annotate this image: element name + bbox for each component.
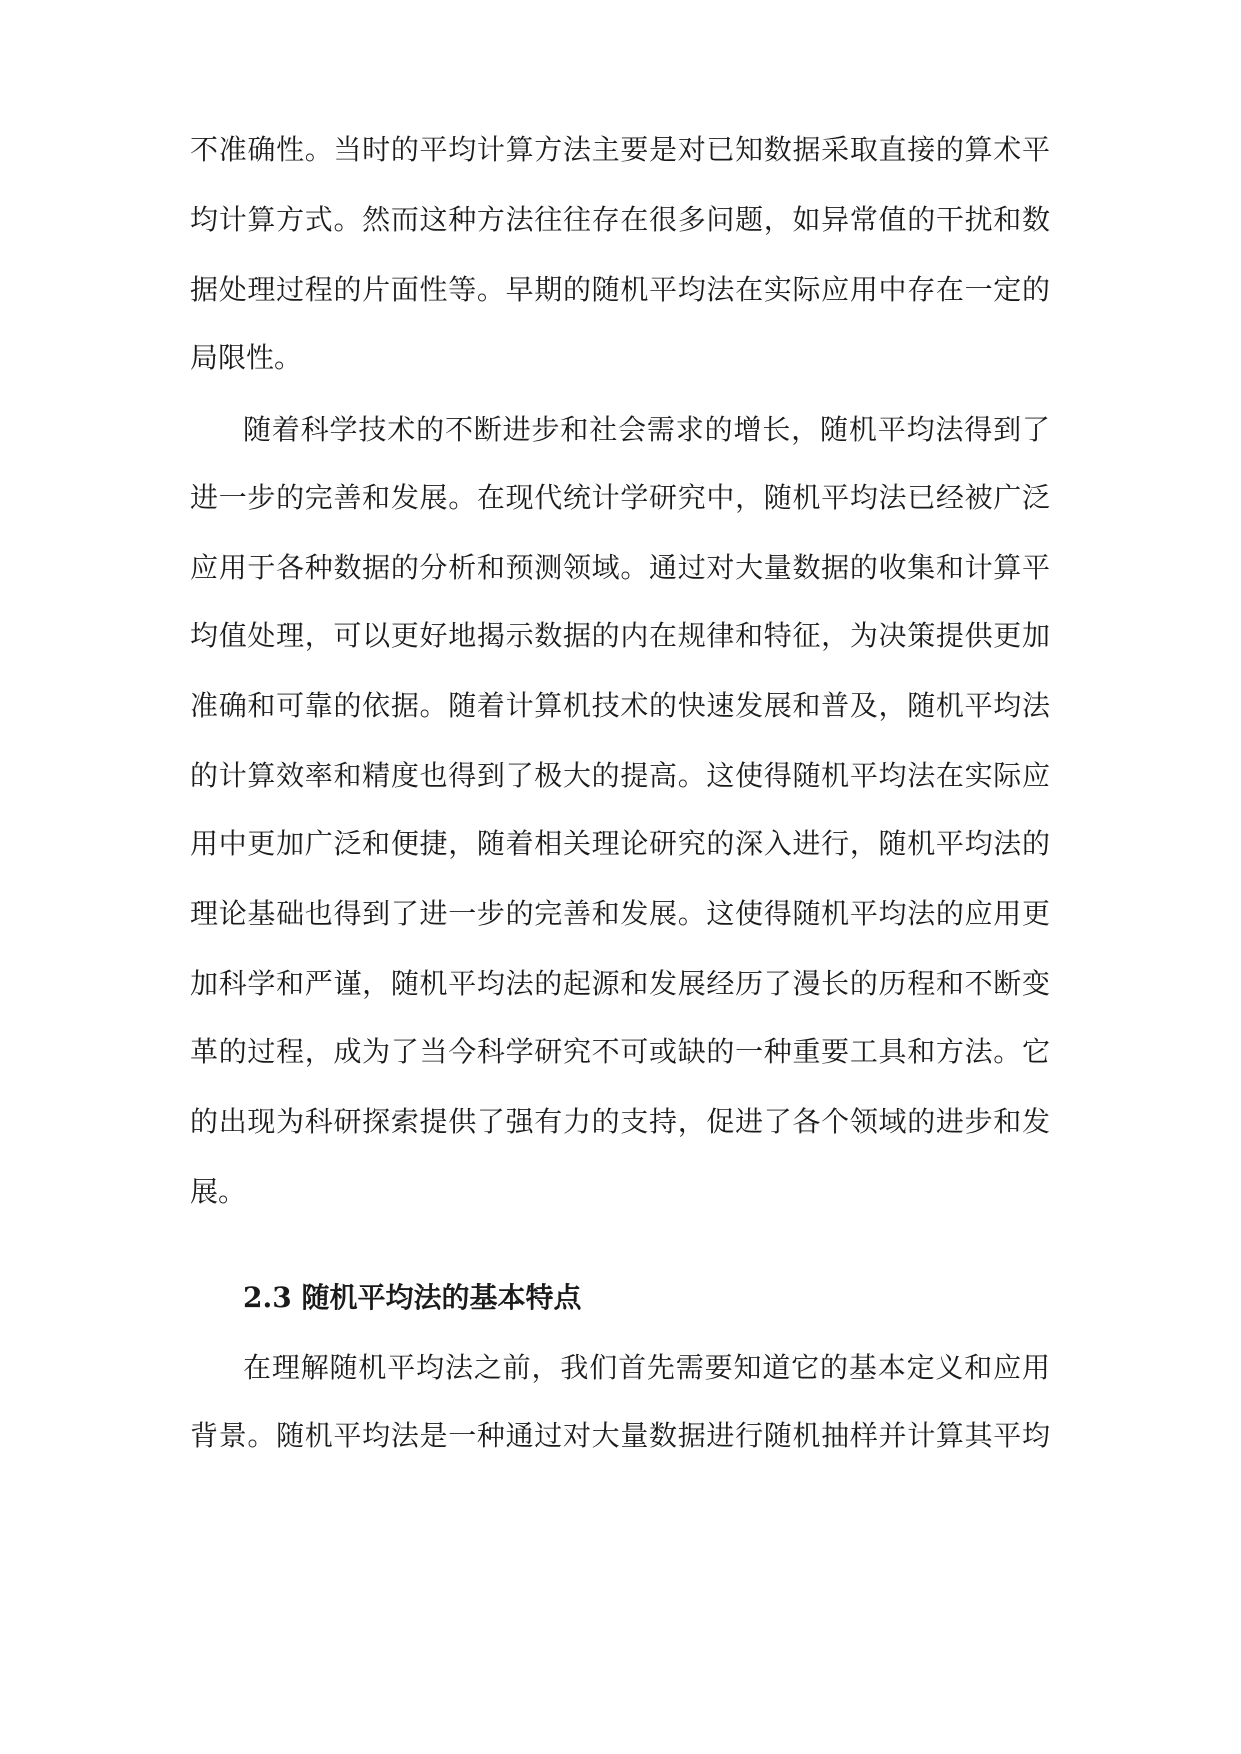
- paragraph-2-line-1: 随着科学技术的不断进步和社会需求的增长，随机平均法得到了: [243, 413, 1050, 446]
- paragraph-2-line-3: 应用于各种数据的分析和预测领域。通过对大量数据的收集和计算平: [190, 551, 1050, 584]
- paragraph-2-line-5: 准确和可靠的依据。随着计算机技术的快速发展和普及，随机平均法: [190, 689, 1050, 722]
- paragraph-2-line-12: 展。: [190, 1175, 247, 1208]
- paragraph-2-line-7: 用中更加广泛和便捷，随着相关理论研究的深入进行，随机平均法的: [190, 827, 1050, 860]
- paragraph-2-line-8: 理论基础也得到了进一步的完善和发展。这使得随机平均法的应用更: [190, 897, 1050, 930]
- paragraph-2-line-6: 的计算效率和精度也得到了极大的提高。这使得随机平均法在实际应: [190, 759, 1050, 792]
- paragraph-2-line-4: 均值处理，可以更好地揭示数据的内在规律和特征，为决策提供更加: [190, 619, 1050, 652]
- paragraph-3-line-1: 在理解随机平均法之前，我们首先需要知道它的基本定义和应用: [243, 1351, 1050, 1384]
- section-heading: 2.3 随机平均法的基本特点: [243, 1281, 582, 1314]
- paragraph-1-line-2: 均计算方式。然而这种方法往往存在很多问题，如异常值的干扰和数: [190, 203, 1050, 236]
- paragraph-1-line-3: 据处理过程的片面性等。早期的随机平均法在实际应用中存在一定的: [190, 273, 1050, 306]
- paragraph-2-line-11: 的出现为科研探索提供了强有力的支持，促进了各个领域的进步和发: [190, 1105, 1050, 1138]
- paragraph-2-line-10: 革的过程，成为了当今科学研究不可或缺的一种重要工具和方法。它: [190, 1035, 1050, 1068]
- paragraph-3-line-2: 背景。随机平均法是一种通过对大量数据进行随机抽样并计算其平均: [190, 1419, 1050, 1452]
- paragraph-2-line-9: 加科学和严谨，随机平均法的起源和发展经历了漫长的历程和不断变: [190, 967, 1050, 1000]
- paragraph-2-line-2: 进一步的完善和发展。在现代统计学研究中，随机平均法已经被广泛: [190, 481, 1050, 514]
- paragraph-1-line-4: 局限性。: [190, 341, 303, 374]
- paragraph-1-line-1: 不准确性。当时的平均计算方法主要是对已知数据采取直接的算术平: [190, 133, 1050, 166]
